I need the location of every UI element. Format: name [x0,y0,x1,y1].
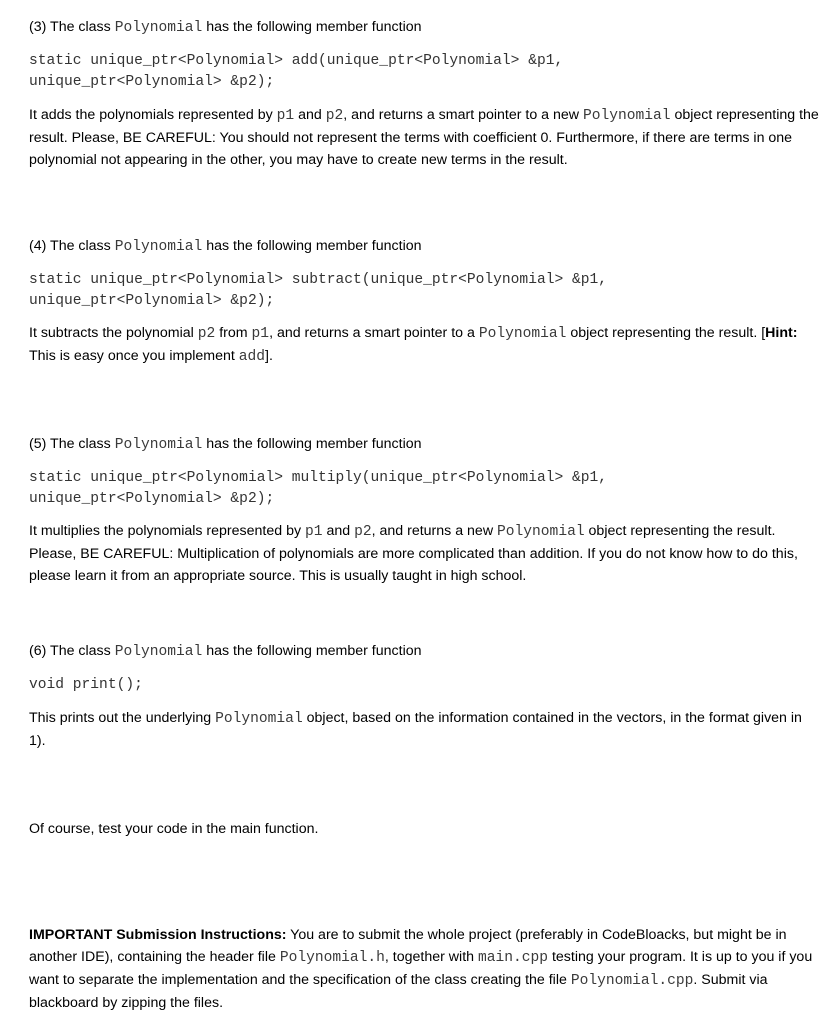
section-6-heading: (6) The class Polynomial has the following member function [29,643,422,660]
section-3-description: It adds the polynomials represented by p1 and p2, and returns a smart pointer to a new Polynomial object representing the result. Please, BE CAREFUL: You should not represent the terms with coefficient 0. Furthermore, if there are terms in one polynomial not appearing in the other, you may have to create new terms in the result. [29,107,819,168]
section-5-description: It multiplies the polynomials represented by p1 and p2, and returns a new Polynomial object representing the result. Please, BE CAREFUL: Multiplication of polynomials are more complicated than addition. If you do not know how to do this, please learn it from an appropriate source. This is usually taught in high school. [29,523,798,584]
section-6-description: This prints out the underlying Polynomial object, based on the information contained in the vectors, in the format given in 1). [29,710,802,749]
section-4-signature [29,270,607,312]
heading-text: (3) The class [29,19,115,35]
signature-line-1: static unique_ptr<Polynomial> multiply(unique_ptr<Polynomial> &p1, [29,470,608,486]
signature-line-1: static unique_ptr<Polynomial> subtract(unique_ptr<Polynomial> &p1, [29,272,608,288]
section-3-heading [29,16,816,39]
submission-label: IMPORTANT Submission Instructions: [29,927,287,943]
section-6-signature [29,675,143,696]
section-4-heading: (4) The class Polynomial has the following member function [29,238,422,255]
signature-line-2: unique_ptr<Polynomial> &p2); [29,74,275,90]
heading-text: has the following member function [202,19,422,35]
section-3-signature [29,51,563,93]
signature-line-2: unique_ptr<Polynomial> &p2); [29,293,275,309]
section-5-heading: (5) The class Polynomial has the following member function [29,436,422,453]
heading-code: Polynomial [114,20,203,36]
section-4-description: It subtracts the polynomial p2 from p1, and returns a smart pointer to a Polynomial object representing the result. [Hint: This is easy once you implement add]. [29,325,798,365]
signature-line-2: unique_ptr<Polynomial> &p2); [29,491,275,507]
submission-instructions: IMPORTANT Submission Instructions: You are to submit the whole project (preferably in CodeBloacks, but might be in another IDE), containing the header file Polynomial.h, together with main.cpp testing your program. It is up to you if you want to separate the implementation and the specification of the class creating the file Polynomial.cpp. Submit via blackboard by zipping the files. [29,927,813,1011]
test-note: Of course, test your code in the main function. [29,821,319,837]
signature-line-1: void print(); [29,677,143,693]
hint-label: Hint: [765,325,798,341]
section-5-signature [29,468,607,510]
signature-line-1: static unique_ptr<Polynomial> add(unique_ptr<Polynomial> &p1, [29,53,564,69]
